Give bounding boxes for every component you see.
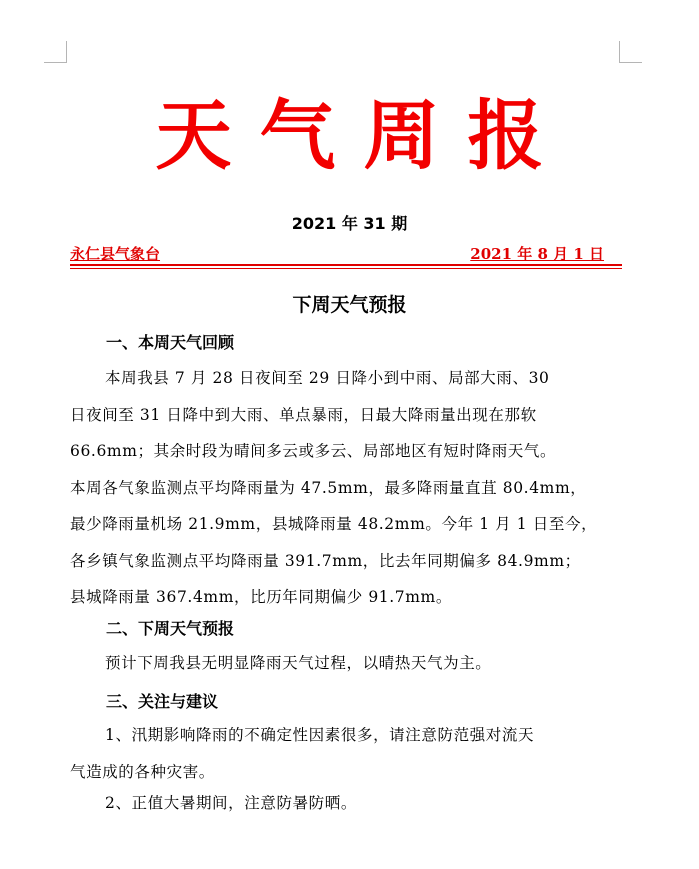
paragraph-forecast: 预计下周我县无明显降雨天气过程，以晴热天气为主。 bbox=[105, 654, 492, 672]
corner-mark-top-right bbox=[619, 41, 620, 63]
corner-mark-top-left bbox=[66, 41, 67, 63]
corner-mark-top-left bbox=[44, 62, 67, 63]
paragraph-advice-1: 1、汛期影响降雨的不确定性因素很多，请注意防范强对流天 气造成的各种灾害。 bbox=[70, 726, 535, 781]
section-heading-review: 一、本周天气回顾 bbox=[106, 333, 235, 352]
issue-number: 2021 年 31 期 bbox=[291, 214, 408, 233]
red-divider bbox=[70, 264, 622, 266]
issuer-row bbox=[70, 243, 620, 265]
issuer-name: 永仁县气象台 bbox=[70, 245, 161, 263]
paragraph-advice-2: 2、正值大暑期间，注意防暑防晒。 bbox=[105, 794, 357, 812]
section-heading-advice: 三、关注与建议 bbox=[106, 692, 219, 711]
issue-date: 2021 年 8 月 1 日 bbox=[470, 245, 604, 263]
corner-mark-top-right bbox=[619, 62, 642, 63]
masthead-title: 天气周报 bbox=[155, 91, 572, 180]
document-title: 下周天气预报 bbox=[292, 294, 407, 316]
section-heading-forecast: 二、下周天气预报 bbox=[106, 619, 235, 638]
red-divider-thin bbox=[70, 268, 622, 269]
paragraph-review: 本周我县 7 月 28 日夜间至 29 日降小到中雨、局部大雨、30 日夜间至 31 日降中到大雨、单点暴雨，日最大降雨量出现在那软 66.6mm；其余时段为晴间多云或多云、局部地区有短时降雨天气。 本周各气象监测点平均降雨量为 47.5mm，最多降雨量直苴 80.4mm， 最少降雨量机场 21.9mm，县城降雨量 48.2mm。今年 1 月 1 日至今， 各乡镇气象监测点平均降雨量 391.7mm，比去年同期偏多 84.9mm； 县城降雨量 367.4mm，比历年同期偏少 91.7mm。 bbox=[70, 369, 598, 606]
